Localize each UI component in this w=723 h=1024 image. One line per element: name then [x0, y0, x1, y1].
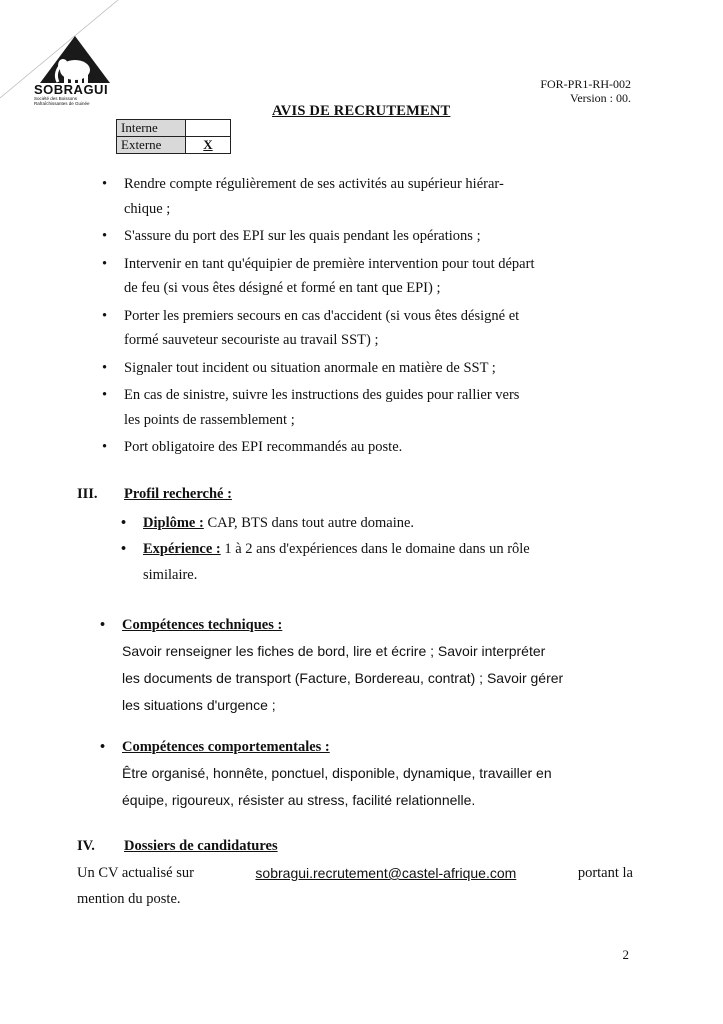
type-label: Externe	[117, 137, 186, 154]
list-item: • S'assure du port des EPI sur les quais pendant les opérations ;	[100, 224, 640, 249]
bullet-icon: •	[102, 439, 108, 455]
section-number: III.	[77, 486, 98, 502]
bullet-icon: •	[100, 617, 106, 633]
bullet-icon: •	[102, 176, 108, 192]
list-item: • Signaler tout incident ou situation anormale en matière de SST ;	[100, 356, 640, 381]
bullet-icon: •	[100, 739, 106, 755]
list-item: • Porter les premiers secours en cas d'accident (si vous êtes désigné et formé sauveteur secouriste au travail SST) ;	[100, 304, 640, 353]
bullet-icon: •	[102, 255, 108, 272]
bullet-icon: •	[102, 307, 108, 324]
section-number: IV.	[77, 838, 95, 854]
version: Version : 00.	[570, 91, 631, 105]
section-title: Dossiers de candidatures	[124, 838, 278, 854]
list-item: • Intervenir en tant qu'équipier de première intervention pour tout départ de feu (si vous êtes désigné et formé en tant que EPI) ;	[100, 252, 640, 301]
list-item: • En cas de sinistre, suivre les instructions des guides pour rallier vers les points de rassemblement ;	[100, 383, 640, 432]
behavior-skills-title: Compétences comportementales :	[122, 739, 330, 755]
logo-subtitle: Société des Boissons Rafraîchissantes de Guinée	[34, 96, 90, 106]
application-paragraph: Un CV actualisé sur sobragui.recrutement@castel-afrique.com portant la mention du poste.	[77, 860, 633, 912]
type-mark: X	[186, 137, 231, 154]
document-reference	[540, 77, 631, 105]
type-label: Interne	[117, 120, 186, 137]
page-number: 2	[622, 947, 629, 962]
email-link[interactable]: sobragui.recrutement@castel-afrique.com	[255, 865, 517, 881]
logo-name: SOBRAGUI	[34, 82, 109, 97]
tech-skills-title: Compétences techniques :	[122, 617, 283, 633]
ref-code: FOR-PR1-RH-002	[540, 77, 631, 91]
page-title: AVIS DE RECRUTEMENT	[272, 103, 451, 119]
section-title: Profil recherché :	[124, 486, 232, 502]
bullet-icon: •	[102, 359, 108, 376]
table-row	[117, 137, 231, 154]
bullet-icon: •	[102, 228, 108, 244]
recruitment-type-table	[116, 119, 231, 154]
list-item: • Port obligatoire des EPI recommandés au poste.	[100, 435, 640, 460]
bullet-icon: •	[121, 515, 127, 531]
bullet-icon: •	[121, 541, 127, 557]
list-item: • Rendre compte régulièrement de ses activités au supérieur hiérar- chique ;	[100, 172, 640, 221]
bullet-icon: •	[102, 387, 108, 403]
table-row	[117, 120, 231, 137]
type-mark	[186, 120, 231, 137]
duties-list	[100, 172, 640, 463]
